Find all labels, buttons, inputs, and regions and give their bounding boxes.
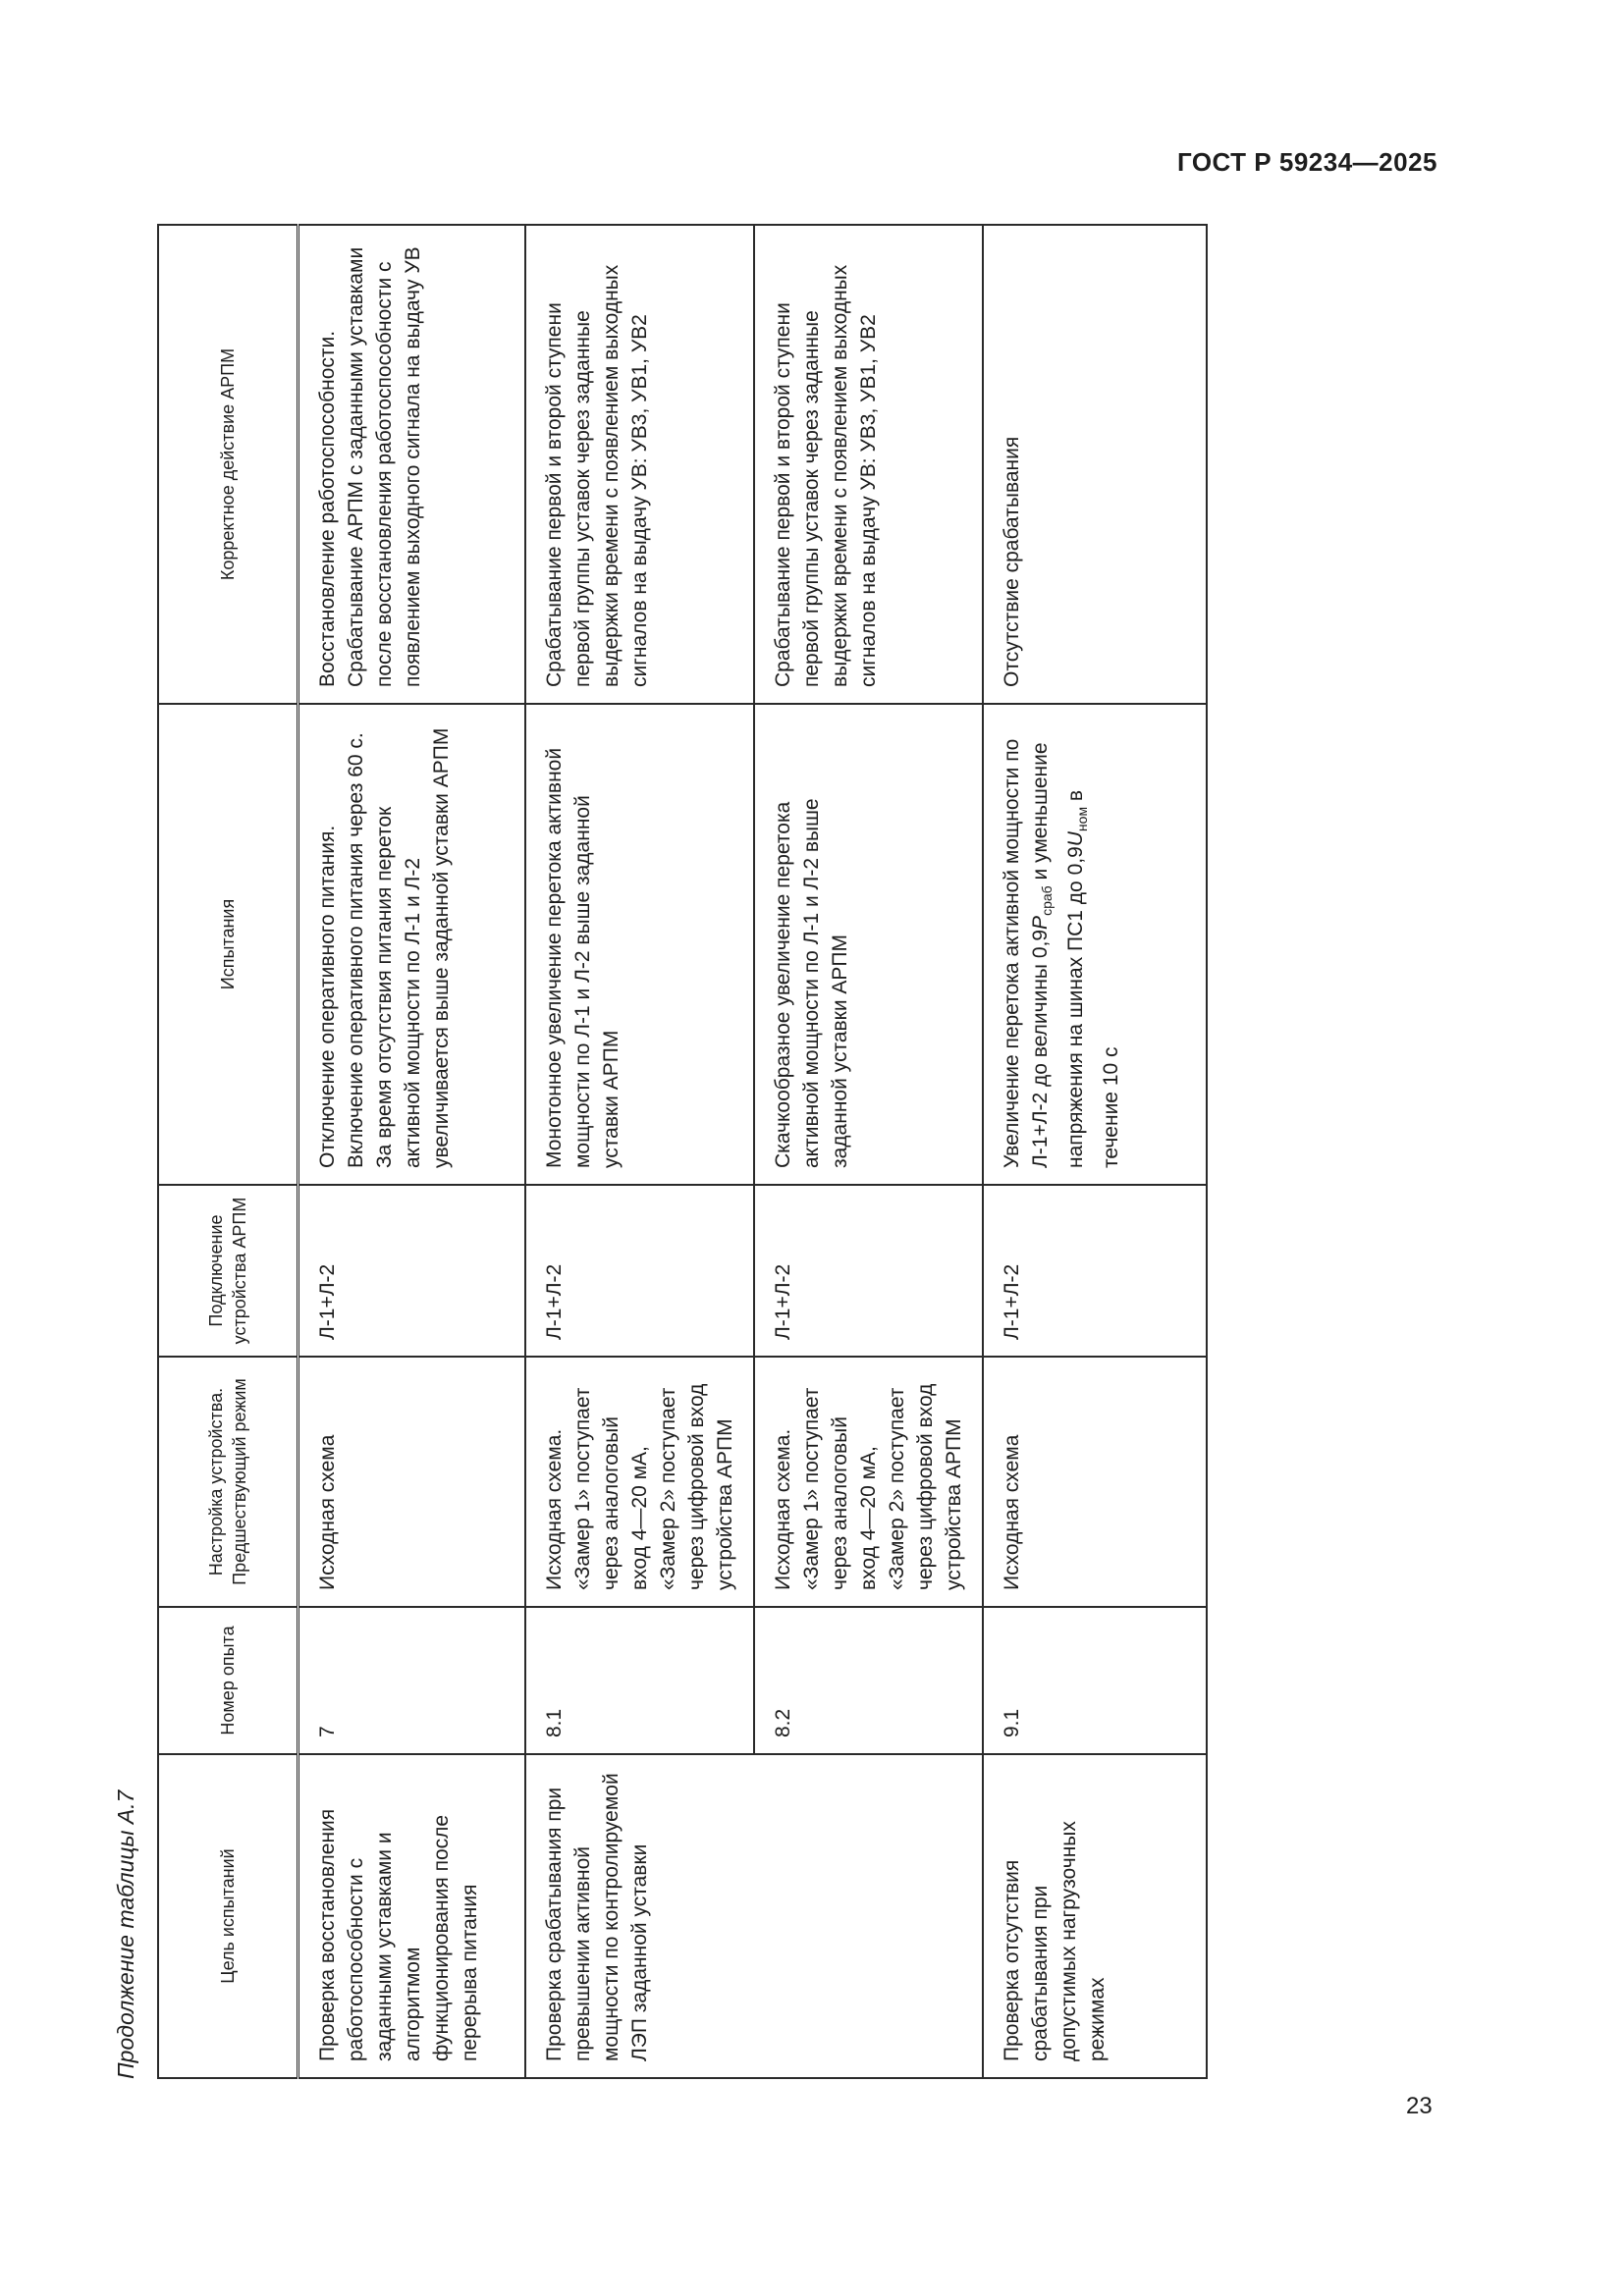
test-table — [157, 224, 1208, 2079]
cell-connection: Л-1+Л-2 — [525, 1185, 754, 1357]
cell-action: Срабатывание первой и второй ступени первой группы уставок через заданные выдержки времени с появлением выходных сигналов на выдачу УВ: УВ3, УВ1, УВ2 — [754, 225, 983, 704]
cell-number: 9.1 — [983, 1607, 1207, 1754]
cell-action: Отсутствие срабатывания — [983, 225, 1207, 704]
rotated-table-block — [106, 226, 1122, 2079]
column-header-test: Испытания — [158, 704, 298, 1185]
table-row — [983, 225, 1207, 2078]
cell-action: Восстановление работоспособности. Срабатывание АРПМ с заданными уставками после восстановления работоспособности с появлением выходного сигнала на выдачу УВ — [298, 225, 525, 704]
column-header-action: Корректное действие АРПМ — [158, 225, 298, 704]
cell-setup: Исходная схема. «Замер 1» поступает через аналоговый вход 4—20 мА, «Замер 2» поступает через цифровой вход устройства АРПМ — [525, 1357, 754, 1607]
voltage-symbol: U — [1064, 831, 1087, 847]
table-header-row — [158, 225, 298, 2078]
table-row — [525, 225, 754, 2078]
cell-test: Отключение оперативного питания. Включение оперативного питания через 60 с. За время отсутствия питания переток активной мощности по Л-1 и Л-2 увеличивается выше заданной уставки АРПМ — [298, 704, 525, 1185]
test-text-part-3: в течение 10 с — [1064, 789, 1122, 1168]
cell-goal: Проверка срабатывания при превышении активной мощности по контролируемой ЛЭП заданной уставки — [525, 1754, 983, 2078]
cell-number: 7 — [298, 1607, 525, 1754]
page-number: 23 — [1406, 2093, 1433, 2119]
cell-connection: Л-1+Л-2 — [298, 1185, 525, 1357]
cell-setup: Исходная схема — [983, 1357, 1207, 1607]
cell-test — [983, 704, 1207, 1185]
cell-setup: Исходная схема. «Замер 1» поступает через аналоговый вход 4—20 мА, «Замер 2» поступает через цифровой вход устройства АРПМ — [754, 1357, 983, 1607]
power-symbol: P — [1029, 915, 1052, 930]
voltage-subscript: ном — [1074, 806, 1090, 832]
cell-test: Монотонное увеличение перетока активной мощности по Л-1 и Л-2 выше заданной уставки АРПМ — [525, 704, 754, 1185]
column-header-setup: Настройка устройства. Предшествующий режим — [158, 1357, 298, 1607]
document-code: ГОСТ Р 59234—2025 — [1176, 147, 1437, 177]
test-text-part-1: Увеличение перетока активной мощности по Л-1+Л-2 до величины 0,9 — [1001, 738, 1052, 1168]
column-header-goal: Цель испытаний — [158, 1754, 298, 2078]
table-row — [298, 225, 525, 2078]
power-subscript: сраб — [1039, 885, 1055, 916]
cell-goal: Проверка восстановления работоспособности с заданными уставками и алгоритмом функционирования после перерыва питания — [298, 1754, 525, 2078]
cell-setup: Исходная схема — [298, 1357, 525, 1607]
test-text-part-2: и уменьшение напряжения на шинах ПС1 до 0,9 — [1029, 742, 1087, 1168]
cell-number: 8.2 — [754, 1607, 983, 1754]
cell-connection: Л-1+Л-2 — [983, 1185, 1207, 1357]
cell-action: Срабатывание первой и второй ступени первой группы уставок через заданные выдержки времени с появлением выходных сигналов на выдачу УВ: УВ3, УВ1, УВ2 — [525, 225, 754, 704]
cell-connection: Л-1+Л-2 — [754, 1185, 983, 1357]
cell-test: Скачкообразное увеличение перетока активной мощности по Л-1 и Л-2 выше заданной уставки АРПМ — [754, 704, 983, 1185]
cell-number: 8.1 — [525, 1607, 754, 1754]
cell-goal: Проверка отсутствия срабатывания при допустимых нагрузочных режимах — [983, 1754, 1207, 2078]
column-header-number: Номер опыта — [158, 1607, 298, 1754]
column-header-connection: Подключение устройства АРПМ — [158, 1185, 298, 1357]
table-caption: Продолжение таблицы А.7 — [113, 1789, 138, 2079]
